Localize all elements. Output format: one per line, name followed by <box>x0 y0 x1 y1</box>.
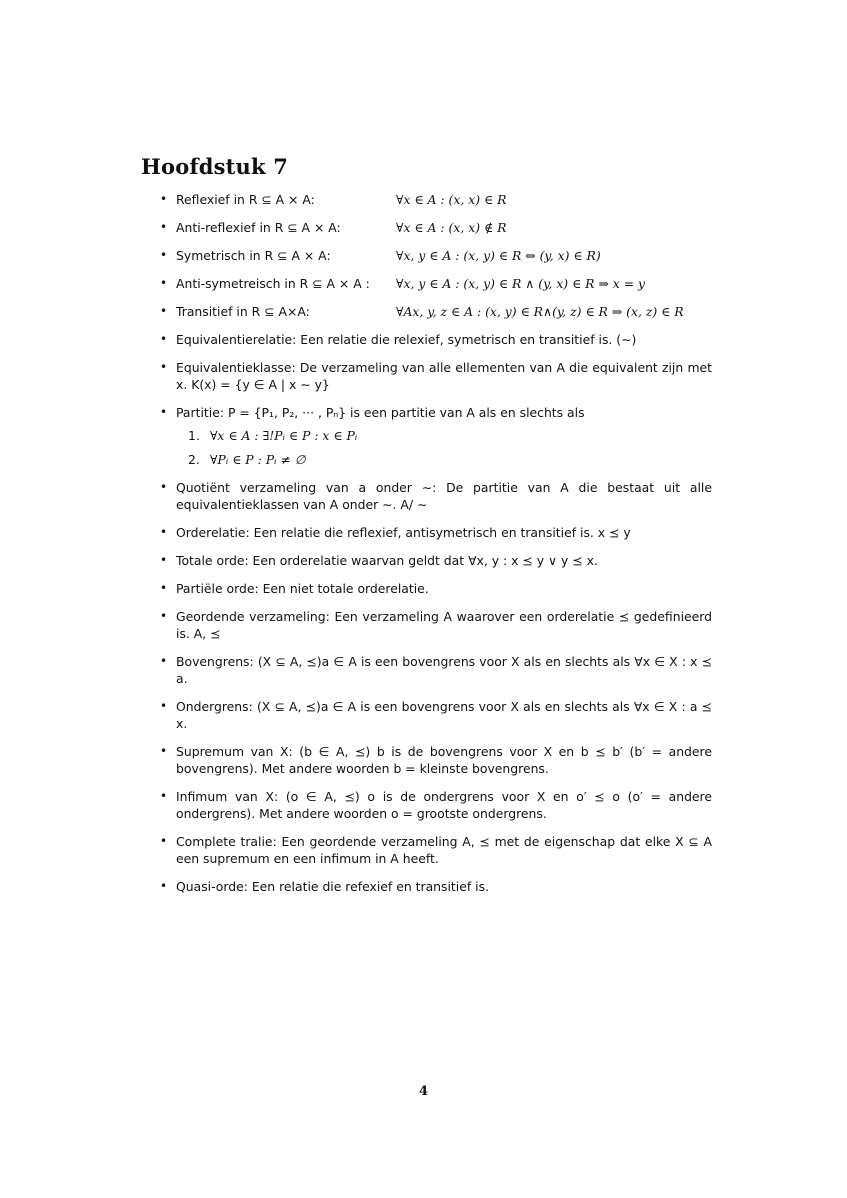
bullet-icon: • <box>160 405 168 419</box>
list-item <box>160 524 712 541</box>
list-item <box>160 359 712 393</box>
bullet-icon: • <box>160 332 168 346</box>
sub-item-formula: ∀x ∈ A : ∃!Pᵢ ∈ P : x ∈ Pᵢ <box>209 428 358 443</box>
bullet-icon: • <box>160 789 168 803</box>
bullet-icon: • <box>160 553 168 567</box>
item-text: Quotiënt verzameling van a onder ∼: De partitie van A die bestaat uit alle equivalentieklassen van A onder ∼. A/ ∼ <box>176 480 712 512</box>
list-item <box>160 275 712 292</box>
bullet-icon: • <box>160 276 168 290</box>
item-text: Quasi-orde: Een relatie die refexief en transitief is. <box>176 879 489 894</box>
definition-list <box>160 191 712 906</box>
list-item <box>160 608 712 642</box>
bullet-icon: • <box>160 609 168 623</box>
item-text: Complete tralie: Een geordende verzameling A, ⪯ met de eigenschap dat elke X ⊆ A een supremum en een infimum in A heeft. <box>176 834 712 866</box>
list-item <box>160 247 712 264</box>
list-item <box>160 878 712 895</box>
list-item <box>160 653 712 687</box>
list-item <box>160 303 712 320</box>
sub-item-formula: ∀Pᵢ ∈ P : Pᵢ ≠ ∅ <box>209 452 306 467</box>
sub-item-number: 1. <box>188 428 200 443</box>
list-item <box>160 479 712 513</box>
item-text: Partiële orde: Een niet totale orderelatie. <box>176 581 429 596</box>
bullet-icon: • <box>160 699 168 713</box>
bullet-icon: • <box>160 879 168 893</box>
item-text: Totale orde: Een orderelatie waarvan geldt dat ∀x, y : x ⪯ y ∨ y ⪯ x. <box>176 553 598 568</box>
item-label: Anti-reflexief in R ⊆ A × A: <box>176 220 341 235</box>
bullet-icon: • <box>160 480 168 494</box>
bullet-icon: • <box>160 744 168 758</box>
list-item <box>160 698 712 732</box>
list-item <box>160 552 712 569</box>
bullet-icon: • <box>160 248 168 262</box>
item-text: Geordende verzameling: Een verzameling A waarover een orderelatie ⪯ gedefinieerd is. A, ⪯ <box>176 609 712 641</box>
sub-list-item <box>188 451 712 468</box>
item-formula: ∀x, y ∈ A : (x, y) ∈ R ⇔ (y, x) ∈ R) <box>396 248 601 263</box>
list-item <box>160 331 712 348</box>
list-item <box>160 404 712 468</box>
bullet-icon: • <box>160 192 168 206</box>
list-item <box>160 219 712 236</box>
item-label: Reflexief in R ⊆ A × A: <box>176 192 315 207</box>
item-label: Transitief in R ⊆ A×A: <box>176 304 310 319</box>
list-item <box>160 788 712 822</box>
item-text: Equivalentieklasse: De verzameling van alle ellementen van A die equivalent zijn met x. K(x) = {y ∈ A | x ∼ y} <box>176 360 712 392</box>
item-formula: ∀x ∈ A : (x, x) ∉ R <box>396 220 507 235</box>
item-text: Partitie: P = {P₁, P₂, ··· , Pₙ} is een partitie van A als en slechts als <box>176 405 585 420</box>
item-label: Anti-symetreisch in R ⊆ A × A : <box>176 276 370 291</box>
item-text: Equivalentierelatie: Een relatie die relexief, symetrisch en transitief is. (∼) <box>176 332 637 347</box>
item-text: Infimum van X: (o ∈ A, ⪯) o is de ondergrens voor X en o′ ⪯ o (o′ = andere ondergrens). Met andere woorden o = grootste ondergrens. <box>176 789 712 821</box>
chapter-title: Hoofdstuk 7 <box>141 154 289 179</box>
item-formula: ∀x ∈ A : (x, x) ∈ R <box>396 192 507 207</box>
item-text: Supremum van X: (b ∈ A, ⪯) b is de bovengrens voor X en b ⪯ b′ (b′ = andere bovengrens). Met andere woorden b = kleinste bovengrens. <box>176 744 712 776</box>
sub-list-item <box>188 427 712 444</box>
bullet-icon: • <box>160 220 168 234</box>
bullet-icon: • <box>160 654 168 668</box>
bullet-icon: • <box>160 360 168 374</box>
page-number: 4 <box>418 1084 429 1099</box>
bullet-icon: • <box>160 581 168 595</box>
list-item <box>160 743 712 777</box>
sub-item-number: 2. <box>188 452 200 467</box>
list-item <box>160 580 712 597</box>
list-item <box>160 191 712 208</box>
partition-conditions <box>188 427 712 468</box>
item-formula: ∀x, y ∈ A : (x, y) ∈ R ∧ (y, x) ∈ R ⇒ x = y <box>396 276 646 291</box>
list-item <box>160 833 712 867</box>
item-text: Ondergrens: (X ⊆ A, ⪯)a ∈ A is een bovengrens voor X als en slechts als ∀x ∈ X : a ⪯ x. <box>176 699 712 731</box>
item-formula: ∀Ax, y, z ∈ A : (x, y) ∈ R∧(y, z) ∈ R ⇒ (x, z) ∈ R <box>396 304 684 319</box>
item-label: Symetrisch in R ⊆ A × A: <box>176 248 331 263</box>
bullet-icon: • <box>160 525 168 539</box>
item-text: Orderelatie: Een relatie die reflexief, antisymetrisch en transitief is. x ⪯ y <box>176 525 631 540</box>
item-text: Bovengrens: (X ⊆ A, ⪯)a ∈ A is een bovengrens voor X als en slechts als ∀x ∈ X : x ⪯ a. <box>176 654 712 686</box>
bullet-icon: • <box>160 834 168 848</box>
bullet-icon: • <box>160 304 168 318</box>
